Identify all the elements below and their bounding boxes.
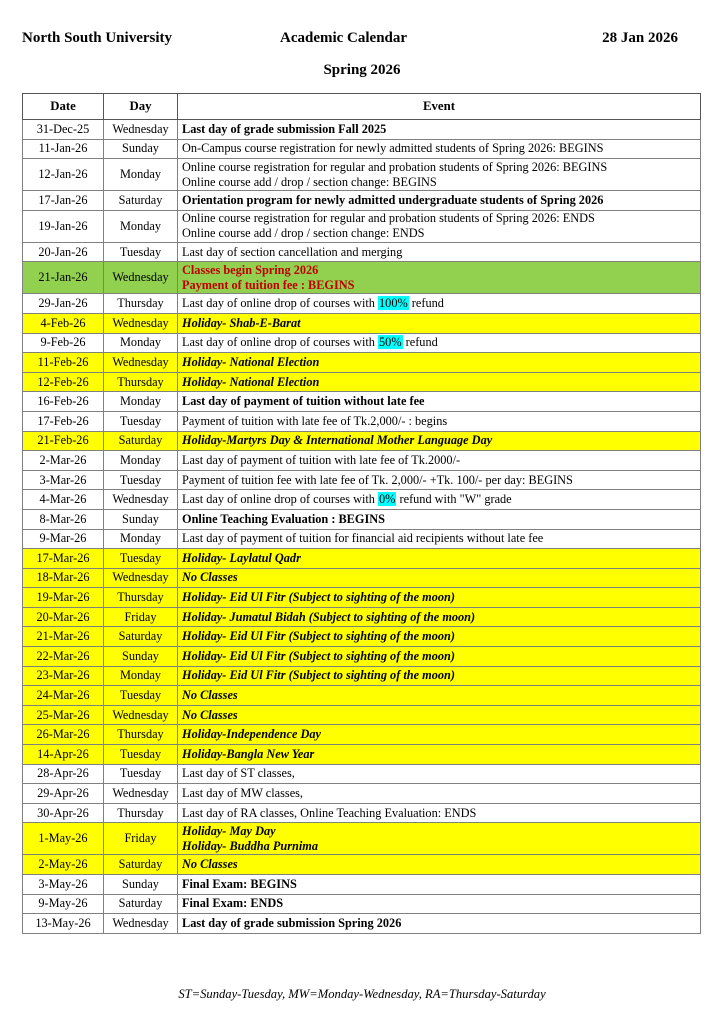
cell-event: [178, 764, 701, 784]
cell-date: 17-Mar-26: [23, 549, 104, 569]
event-line: Holiday- Eid Ul Fitr (Subject to sighting of the moon): [182, 668, 455, 683]
cell-day: Monday: [104, 529, 178, 549]
cell-day: Thursday: [104, 803, 178, 823]
table-row: [23, 894, 701, 914]
cell-date: 3-May-26: [23, 875, 104, 895]
table-header: [23, 94, 701, 120]
cell-event: [178, 353, 701, 373]
cell-date: 3-Mar-26: [23, 470, 104, 490]
cell-event: [178, 686, 701, 706]
cell-day: Wednesday: [104, 490, 178, 510]
cell-event: [178, 784, 701, 804]
cell-event: [178, 470, 701, 490]
cell-date: 25-Mar-26: [23, 705, 104, 725]
cell-event: [178, 705, 701, 725]
event-line: Online course add / drop / section change: BEGINS: [182, 174, 437, 189]
cell-day: Thursday: [104, 372, 178, 392]
cell-date: 11-Feb-26: [23, 353, 104, 373]
cell-event: [178, 490, 701, 510]
page-header: [22, 30, 702, 52]
cell-date: 21-Mar-26: [23, 627, 104, 647]
cell-event: [178, 607, 701, 627]
table-row: [23, 529, 701, 549]
page-title: Academic Calendar: [280, 30, 408, 46]
cell-event: [178, 242, 701, 262]
table-row: [23, 262, 701, 294]
cell-date: 30-Apr-26: [23, 803, 104, 823]
cell-day: Tuesday: [104, 549, 178, 569]
cell-day: Wednesday: [104, 784, 178, 804]
cell-day: Tuesday: [104, 745, 178, 765]
cell-event: [178, 509, 701, 529]
table-row: [23, 745, 701, 765]
cell-date: 21-Jan-26: [23, 262, 104, 294]
academic-calendar-table: [22, 93, 701, 934]
cell-day: Tuesday: [104, 411, 178, 431]
print-date: 28 Jan 2026: [602, 30, 678, 46]
cell-event: [178, 875, 701, 895]
cell-date: 12-Jan-26: [23, 159, 104, 191]
event-line: Final Exam: BEGINS: [182, 876, 297, 891]
cell-date: 2-May-26: [23, 855, 104, 875]
cell-event: [178, 159, 701, 191]
table-row: [23, 666, 701, 686]
cell-event: [178, 647, 701, 667]
event-line: Holiday- Laylatul Qadr: [182, 550, 301, 565]
table-row: [23, 875, 701, 895]
event-line: Last day of ST classes,: [182, 766, 295, 781]
table-header-row: [23, 94, 701, 120]
event-line: No Classes: [182, 570, 238, 585]
cell-day: Monday: [104, 451, 178, 471]
cell-date: 14-Apr-26: [23, 745, 104, 765]
cell-event: [178, 262, 701, 294]
cell-event: [178, 120, 701, 140]
cell-event: [178, 529, 701, 549]
cell-date: 17-Jan-26: [23, 191, 104, 211]
event-line: Holiday- Jumatul Bidah (Subject to sighting of the moon): [182, 609, 476, 624]
cell-date: 20-Mar-26: [23, 607, 104, 627]
table-row: [23, 372, 701, 392]
cell-day: Thursday: [104, 725, 178, 745]
event-line: Payment of tuition fee : BEGINS: [182, 277, 355, 292]
cell-day: Sunday: [104, 139, 178, 159]
cell-event: [178, 313, 701, 333]
table-row: [23, 191, 701, 211]
event-line: Last day of payment of tuition with late fee of Tk.2000/-: [182, 452, 461, 467]
table-row: [23, 210, 701, 242]
table-row: [23, 159, 701, 191]
cell-date: 29-Jan-26: [23, 294, 104, 314]
cell-event: [178, 451, 701, 471]
cell-event: [178, 588, 701, 608]
cell-event: [178, 139, 701, 159]
refund-highlight: 50%: [379, 335, 402, 350]
table-row: [23, 509, 701, 529]
table-row: [23, 313, 701, 333]
table-row: [23, 353, 701, 373]
table-row: [23, 647, 701, 667]
table-row: [23, 392, 701, 412]
cell-date: 9-May-26: [23, 894, 104, 914]
cell-date: 31-Dec-25: [23, 120, 104, 140]
event-line: No Classes: [182, 857, 238, 872]
cell-event: [178, 392, 701, 412]
cell-date: 19-Jan-26: [23, 210, 104, 242]
event-line: Online course registration for regular and probation students of Spring 2026: ENDS: [182, 211, 595, 226]
table-row: [23, 549, 701, 569]
table-row: [23, 431, 701, 451]
cell-date: 23-Mar-26: [23, 666, 104, 686]
cell-event: [178, 627, 701, 647]
cell-day: Saturday: [104, 627, 178, 647]
cell-date: 29-Apr-26: [23, 784, 104, 804]
cell-date: 12-Feb-26: [23, 372, 104, 392]
cell-date: 2-Mar-26: [23, 451, 104, 471]
cell-day: Wednesday: [104, 313, 178, 333]
cell-date: 26-Mar-26: [23, 725, 104, 745]
event-line: Last day of payment of tuition without late fee: [182, 394, 425, 409]
cell-day: Friday: [104, 823, 178, 855]
table-row: [23, 139, 701, 159]
cell-day: Saturday: [104, 191, 178, 211]
table-row: [23, 725, 701, 745]
table-row: [23, 120, 701, 140]
cell-event: [178, 666, 701, 686]
cell-date: 24-Mar-26: [23, 686, 104, 706]
cell-event: [178, 894, 701, 914]
event-line: Holiday- Eid Ul Fitr (Subject to sighting of the moon): [182, 590, 455, 605]
event-line: Last day of grade submission Spring 2026: [182, 915, 402, 930]
cell-event: [178, 725, 701, 745]
cell-day: Monday: [104, 666, 178, 686]
event-line: Holiday-Independence Day: [182, 727, 321, 742]
event-line: Holiday- Shab-E-Barat: [182, 315, 301, 330]
cell-date: 28-Apr-26: [23, 764, 104, 784]
university-name: North South University: [22, 30, 173, 46]
table-row: [23, 823, 701, 855]
cell-event: [178, 210, 701, 242]
event-line: Last day of online drop of courses with 50% refund: [182, 335, 438, 350]
cell-day: Friday: [104, 607, 178, 627]
table-row: [23, 451, 701, 471]
cell-date: 9-Feb-26: [23, 333, 104, 353]
cell-date: 19-Mar-26: [23, 588, 104, 608]
cell-event: [178, 372, 701, 392]
cell-event: [178, 431, 701, 451]
cell-day: Saturday: [104, 431, 178, 451]
event-line: Holiday- Buddha Purnima: [182, 838, 318, 853]
cell-day: Monday: [104, 392, 178, 412]
cell-date: 22-Mar-26: [23, 647, 104, 667]
event-line: Last day of section cancellation and merging: [182, 244, 403, 259]
cell-day: Wednesday: [104, 568, 178, 588]
term-title: Spring 2026: [323, 62, 401, 78]
table-row: [23, 855, 701, 875]
cell-event: [178, 294, 701, 314]
event-line: Classes begin Spring 2026: [182, 262, 319, 277]
cell-event: [178, 803, 701, 823]
cell-event: [178, 411, 701, 431]
cell-date: 4-Mar-26: [23, 490, 104, 510]
table-body: [23, 120, 701, 934]
refund-highlight: 0%: [379, 492, 396, 507]
cell-day: Monday: [104, 333, 178, 353]
cell-day: Sunday: [104, 875, 178, 895]
cell-day: Monday: [104, 159, 178, 191]
table-row: [23, 568, 701, 588]
event-line: Online course add / drop / section change: ENDS: [182, 226, 425, 241]
cell-event: [178, 745, 701, 765]
cell-event: [178, 855, 701, 875]
cell-event: [178, 191, 701, 211]
table-row: [23, 490, 701, 510]
table-row: [23, 242, 701, 262]
cell-event: [178, 549, 701, 569]
cell-day: Wednesday: [104, 353, 178, 373]
table-row: [23, 914, 701, 934]
cell-day: Wednesday: [104, 262, 178, 294]
event-line: Last day of RA classes, Online Teaching Evaluation: ENDS: [182, 805, 477, 820]
cell-day: Saturday: [104, 894, 178, 914]
column-header-day: Day: [104, 94, 178, 120]
event-line: Payment of tuition with late fee of Tk.2,000/- : begins: [182, 413, 448, 428]
table-row: [23, 588, 701, 608]
cell-date: 17-Feb-26: [23, 411, 104, 431]
cell-day: Tuesday: [104, 242, 178, 262]
legend-note: ST=Sunday-Tuesday, MW=Monday-Wednesday, RA=Thursday-Saturday: [178, 987, 546, 1001]
cell-day: Monday: [104, 210, 178, 242]
column-header-event: Event: [178, 94, 701, 120]
cell-date: 16-Feb-26: [23, 392, 104, 412]
table-row: [23, 686, 701, 706]
event-line: Holiday-Martyrs Day & International Mother Language Day: [182, 433, 493, 448]
cell-date: 11-Jan-26: [23, 139, 104, 159]
cell-date: 1-May-26: [23, 823, 104, 855]
cell-date: 8-Mar-26: [23, 509, 104, 529]
table-row: [23, 784, 701, 804]
table-row: [23, 705, 701, 725]
cell-day: Sunday: [104, 647, 178, 667]
cell-event: [178, 333, 701, 353]
event-line: Holiday- May Day: [182, 823, 276, 838]
event-line: Holiday- National Election: [182, 354, 320, 369]
table-row: [23, 803, 701, 823]
event-line: Holiday- Eid Ul Fitr (Subject to sighting of the moon): [182, 629, 455, 644]
event-line: No Classes: [182, 688, 238, 703]
refund-highlight: 100%: [379, 296, 408, 311]
table-row: [23, 333, 701, 353]
cell-day: Tuesday: [104, 470, 178, 490]
calendar-table-wrapper: [22, 93, 700, 934]
event-line: Orientation program for newly admitted undergraduate students of Spring 2026: [182, 192, 604, 207]
table-row: [23, 411, 701, 431]
event-line: Final Exam: ENDS: [182, 896, 284, 911]
cell-date: 13-May-26: [23, 914, 104, 934]
column-header-date: Date: [23, 94, 104, 120]
table-row: [23, 607, 701, 627]
cell-day: Wednesday: [104, 914, 178, 934]
cell-day: Tuesday: [104, 686, 178, 706]
cell-date: 20-Jan-26: [23, 242, 104, 262]
table-row: [23, 470, 701, 490]
cell-event: [178, 914, 701, 934]
event-line: Holiday- National Election: [182, 374, 320, 389]
cell-day: Wednesday: [104, 120, 178, 140]
event-line: Online Teaching Evaluation : BEGINS: [182, 511, 385, 526]
event-line: On-Campus course registration for newly admitted students of Spring 2026: BEGINS: [182, 141, 604, 156]
cell-day: Saturday: [104, 855, 178, 875]
cell-date: 18-Mar-26: [23, 568, 104, 588]
cell-day: Tuesday: [104, 764, 178, 784]
event-line: Last day of MW classes,: [182, 786, 304, 801]
event-line: Last day of online drop of courses with 100% refund: [182, 296, 444, 311]
table-row: [23, 764, 701, 784]
cell-event: [178, 823, 701, 855]
event-line: Last day of payment of tuition for financial aid recipients without late fee: [182, 531, 544, 546]
cell-date: 21-Feb-26: [23, 431, 104, 451]
event-line: Last day of grade submission Fall 2025: [182, 121, 387, 136]
event-line: Payment of tuition fee with late fee of Tk. 2,000/- +Tk. 100/- per day: BEGINS: [182, 472, 573, 487]
table-row: [23, 627, 701, 647]
event-line: Last day of online drop of courses with 0% refund with "W" grade: [182, 492, 512, 507]
event-line: No Classes: [182, 707, 238, 722]
table-row: [23, 294, 701, 314]
cell-day: Thursday: [104, 588, 178, 608]
cell-day: Sunday: [104, 509, 178, 529]
event-line: Holiday-Bangla New Year: [182, 746, 315, 761]
event-line: Online course registration for regular and probation students of Spring 2026: BEGINS: [182, 159, 608, 174]
event-line: Holiday- Eid Ul Fitr (Subject to sighting of the moon): [182, 648, 455, 663]
cell-event: [178, 568, 701, 588]
cell-date: 9-Mar-26: [23, 529, 104, 549]
cell-day: Wednesday: [104, 705, 178, 725]
cell-day: Thursday: [104, 294, 178, 314]
cell-date: 4-Feb-26: [23, 313, 104, 333]
